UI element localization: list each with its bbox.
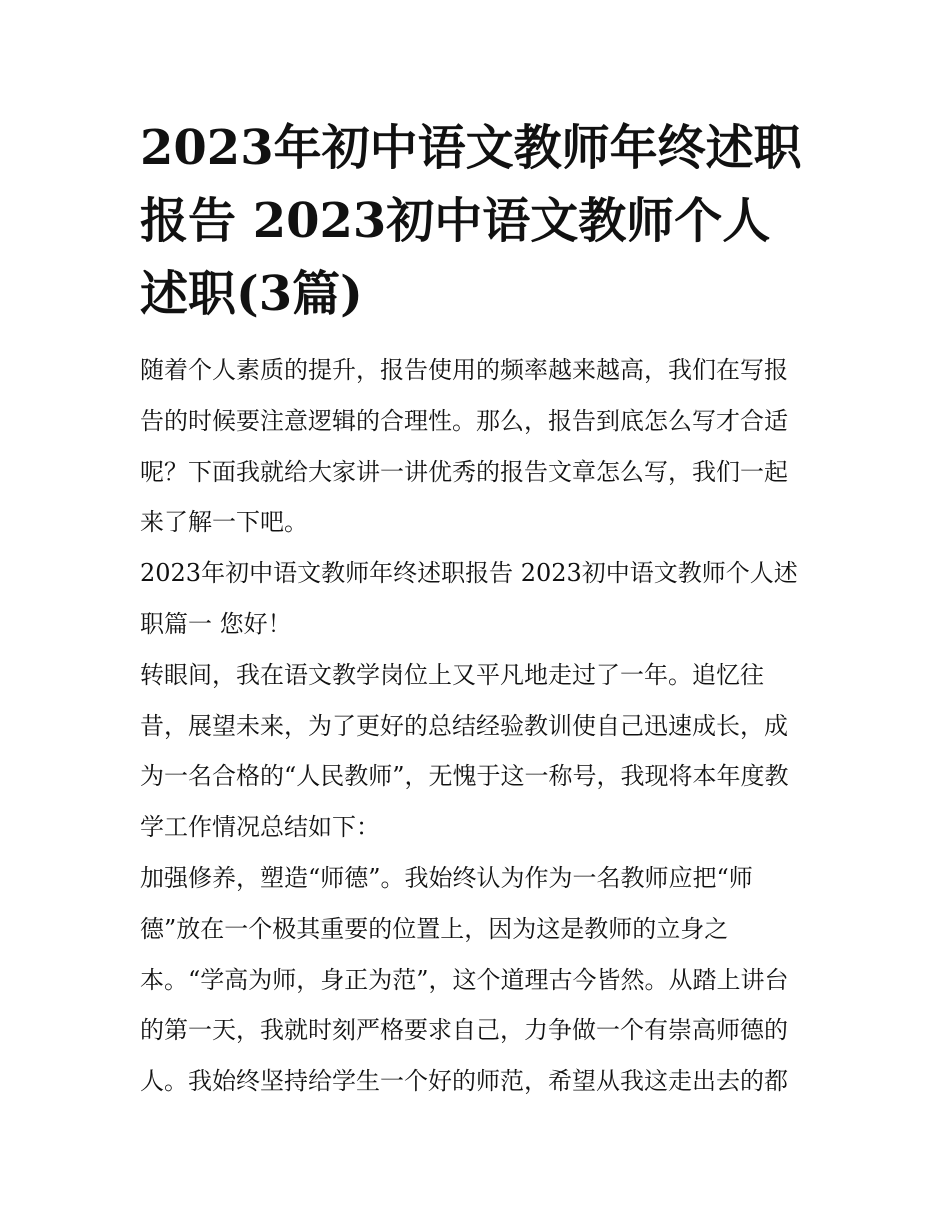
paragraph-section-heading: 2023年初中语文教师年终述职报告 2023初中语文教师个人述 职篇一 您好！ (140, 559, 798, 638)
document-body (140, 112, 812, 1107)
document-title: 2023年初中语文教师年终述职 报告 2023初中语文教师个人 述职(3篇) (140, 120, 802, 322)
paragraph-ethics: 加强修养，塑造“师德”。我始终认为作为一名教师应把“师 德”放在一个极其重要的位置上，因为这是教师的立身之 本。“学高为师，身正为范”，这个道理古今皆然。从踏上讲台 的第一天，我就时刻严格要求自己，力争做一个有崇高师德的 人。我始终坚持给学生一个好的师范，希望从我这走出去的都 (140, 863, 789, 1096)
paragraph-intro: 随着个人素质的提升，报告使用的频率越来越高，我们在写报 告的时候要注意逻辑的合理性。那么，报告到底怎么写才合适 呢？下面我就给大家讲一讲优秀的报告文章怎么写，我们一起 来了解一下吧。 (140, 356, 788, 537)
paragraph-opening: 转眼间，我在语文教学岗位上又平凡地走过了一年。追忆往 昔，展望未来，为了更好的总结经验教训使自己迅速成长，成 为一名合格的“人民教师”，无愧于这一称号，我现将本年度教 学工作情况总结如下： (140, 660, 789, 842)
